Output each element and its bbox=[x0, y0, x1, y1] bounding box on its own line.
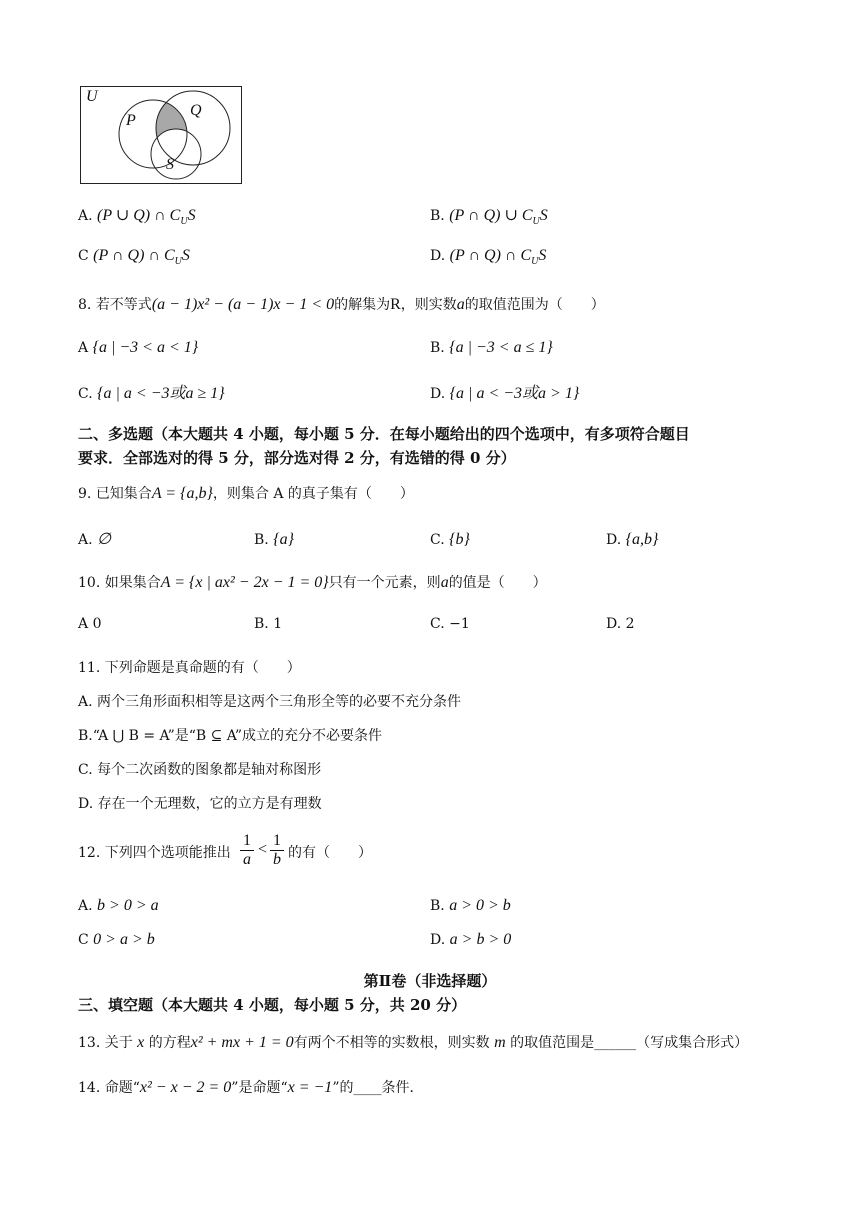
q12-stem bbox=[78, 843, 231, 863]
question-text: 如果集合 bbox=[104, 575, 161, 591]
option-expr: {b} bbox=[449, 531, 470, 548]
q10-stem bbox=[78, 573, 547, 593]
q9-stem bbox=[78, 484, 414, 504]
q9-option-d bbox=[606, 530, 658, 550]
q12-option-c bbox=[78, 930, 155, 950]
venn-figure bbox=[80, 86, 242, 184]
section-3-heading: 三、填空题（本大题共 4 小题，每小题 5 分，共 20 分） bbox=[78, 996, 467, 1014]
question-number: 13. bbox=[78, 1035, 101, 1051]
question-expr: x² + mx + 1 = 0 bbox=[190, 1034, 294, 1051]
q8-stem bbox=[78, 295, 605, 315]
option-label: D. bbox=[430, 932, 446, 948]
q14-stem bbox=[78, 1078, 423, 1098]
question-number: 9. bbox=[78, 486, 92, 502]
option-label: B. bbox=[430, 340, 445, 356]
question-text: 的取值范围是______（写成集合形式） bbox=[510, 1035, 749, 1051]
question-text: ，则实数 bbox=[400, 297, 457, 313]
option-expr: a > b > 0 bbox=[449, 931, 512, 948]
fraction-numerator: 1 bbox=[270, 832, 284, 851]
q10-option-d bbox=[606, 614, 635, 634]
variable: a bbox=[456, 296, 465, 313]
option-text: 两个三角形面积相等是这两个三角形全等的必要不充分条件 bbox=[97, 694, 462, 710]
question-number: 8. bbox=[78, 297, 92, 313]
option-value: 2 bbox=[625, 616, 635, 632]
q10-option-c bbox=[430, 614, 470, 634]
question-expr: A = {x | ax² − 2x − 1 = 0} bbox=[160, 574, 329, 591]
question-number: 12. bbox=[78, 845, 101, 861]
q13-stem bbox=[78, 1033, 748, 1053]
option-expr: 0 > a > b bbox=[93, 931, 155, 948]
option-label: D. bbox=[78, 796, 94, 812]
option-expr: {a} bbox=[273, 531, 294, 548]
question-number: 10. bbox=[78, 575, 101, 591]
option-label: B. bbox=[430, 208, 445, 224]
q10-option-b bbox=[254, 614, 282, 634]
q11-stem bbox=[78, 658, 301, 678]
question-text: 命题“ bbox=[104, 1080, 140, 1096]
option-value: 0 bbox=[92, 616, 102, 632]
q9-option-c bbox=[430, 530, 470, 550]
option-text: 每个二次函数的图象都是轴对称图形 bbox=[97, 762, 322, 778]
q12-option-a bbox=[78, 896, 159, 916]
option-label: A bbox=[78, 616, 89, 632]
question-expr: x² − x − 2 = 0 bbox=[139, 1079, 232, 1096]
q7-option-b bbox=[430, 206, 548, 232]
question-text: 的解集为 bbox=[334, 297, 391, 313]
option-label: C. bbox=[430, 616, 445, 632]
option-expr: ∅ bbox=[97, 531, 111, 548]
q11-option-c bbox=[78, 760, 321, 780]
fraction-1-over-b bbox=[270, 832, 284, 869]
option-label: C. bbox=[78, 386, 93, 402]
q10-option-a bbox=[78, 614, 102, 634]
question-text: 若不等式 bbox=[95, 297, 152, 313]
question-number: 11. bbox=[78, 660, 101, 676]
venn-label-q: Q bbox=[190, 102, 202, 119]
option-tail: S bbox=[181, 247, 190, 264]
question-text: 的方程 bbox=[148, 1035, 191, 1051]
option-tail: S bbox=[187, 207, 196, 224]
less-than-sign: < bbox=[258, 841, 268, 858]
question-text: ，则集合 A 的真子集有（ ） bbox=[212, 486, 414, 502]
option-label: A. bbox=[78, 898, 93, 914]
venn-label-u: U bbox=[86, 88, 98, 105]
option-expr: a > 0 > b bbox=[449, 897, 511, 914]
q12-stem-tail: 的有（ ） bbox=[288, 845, 372, 861]
option-expr: (P ∩ Q) ∪ C bbox=[449, 207, 533, 224]
option-sub: U bbox=[174, 255, 182, 267]
option-label: D. bbox=[430, 386, 446, 402]
option-label: B. bbox=[254, 616, 269, 632]
q8-option-d bbox=[430, 384, 579, 404]
question-expr: x = −1 bbox=[287, 1079, 333, 1096]
question-text: 的取值范围为（ ） bbox=[464, 297, 605, 313]
q8-option-c bbox=[78, 384, 225, 404]
q8-option-a bbox=[78, 338, 198, 358]
fraction-denominator: a bbox=[243, 851, 251, 868]
option-label: C bbox=[78, 248, 89, 264]
variable: m bbox=[494, 1034, 506, 1051]
variable: a bbox=[440, 574, 449, 591]
option-value: −1 bbox=[449, 616, 470, 632]
option-label: B. bbox=[78, 728, 93, 744]
set-r: R bbox=[390, 296, 401, 313]
fraction-denominator: b bbox=[273, 851, 281, 868]
option-text: 存在一个无理数，它的立方是有理数 bbox=[97, 796, 322, 812]
fraction-numerator: 1 bbox=[240, 832, 254, 851]
option-expr: (P ∩ Q) ∩ C bbox=[449, 247, 532, 264]
q12-option-d bbox=[430, 930, 511, 950]
section-2-heading-line1: 二、多选题（本大题共 4 小题，每小题 5 分．在每小题给出的四个选项中，有多项符合题目 bbox=[78, 425, 690, 443]
question-text: 已知集合 bbox=[95, 486, 152, 502]
option-sub: U bbox=[532, 215, 540, 227]
option-label: B. bbox=[430, 898, 445, 914]
option-tail: S bbox=[539, 207, 548, 224]
q9-option-a bbox=[78, 530, 111, 550]
option-label: C bbox=[78, 932, 89, 948]
venn-label-s: S bbox=[166, 156, 174, 173]
option-text: “A ⋃ B = A”是“B ⊆ A”成立的充分不必要条件 bbox=[92, 728, 383, 744]
option-sub: U bbox=[531, 255, 539, 267]
option-expr: {a | −3 < a ≤ 1} bbox=[449, 339, 553, 356]
question-number: 14. bbox=[78, 1080, 101, 1096]
option-label: C. bbox=[78, 762, 93, 778]
question-expr: (a − 1)x² − (a − 1)x − 1 < 0 bbox=[151, 296, 335, 313]
q12-option-b bbox=[430, 896, 511, 916]
option-expr: {a | −3 < a < 1} bbox=[92, 339, 199, 356]
q11-option-d bbox=[78, 794, 322, 814]
question-text: ”是命题“ bbox=[231, 1080, 288, 1096]
q11-option-a bbox=[78, 692, 461, 712]
question-text: 下列命题是真命题的有（ ） bbox=[104, 660, 301, 676]
part-2-title: 第Ⅱ卷（非选择题） bbox=[363, 972, 497, 990]
option-sub: U bbox=[180, 215, 188, 227]
question-text: 只有一个元素，则 bbox=[328, 575, 441, 591]
q9-option-b bbox=[254, 530, 294, 550]
question-text: ”的____条件． bbox=[332, 1080, 424, 1096]
option-expr: {a | a < −3或a ≥ 1} bbox=[97, 385, 225, 402]
option-label: A bbox=[78, 340, 89, 356]
option-tail: S bbox=[538, 247, 547, 264]
fraction-1-over-a bbox=[240, 832, 254, 869]
q11-option-b bbox=[78, 726, 382, 746]
option-expr: b > 0 > a bbox=[97, 897, 159, 914]
venn-diagram bbox=[80, 86, 242, 184]
option-expr: (P ∩ Q) ∩ C bbox=[93, 247, 175, 264]
question-expr: A = {a,b} bbox=[151, 485, 213, 502]
section-2-heading-line2: 要求．全部选对的得 5 分，部分选对得 2 分，有选错的得 0 分） bbox=[78, 449, 516, 467]
question-text: 关于 bbox=[104, 1035, 133, 1051]
option-expr: {a,b} bbox=[625, 531, 659, 548]
option-label: B. bbox=[254, 532, 269, 548]
option-label: A. bbox=[78, 532, 93, 548]
option-label: D. bbox=[606, 616, 622, 632]
variable: x bbox=[137, 1034, 145, 1051]
q7-option-a bbox=[78, 206, 196, 232]
option-expr: {a | a < −3或a > 1} bbox=[449, 385, 580, 402]
option-label: A. bbox=[78, 208, 93, 224]
option-label: D. bbox=[606, 532, 622, 548]
option-expr: (P ∪ Q) ∩ C bbox=[97, 207, 181, 224]
q7-option-c bbox=[78, 246, 190, 272]
option-label: C. bbox=[430, 532, 445, 548]
option-label: D. bbox=[430, 248, 446, 264]
q7-option-d bbox=[430, 246, 546, 272]
option-label: A. bbox=[78, 694, 93, 710]
venn-label-p: P bbox=[126, 112, 136, 129]
question-text: 下列四个选项能推出 bbox=[104, 845, 231, 861]
question-text: 的值是（ ） bbox=[448, 575, 547, 591]
q8-option-b bbox=[430, 338, 553, 358]
option-value: 1 bbox=[273, 616, 283, 632]
question-text: 有两个不相等的实数根，则实数 bbox=[293, 1035, 490, 1051]
